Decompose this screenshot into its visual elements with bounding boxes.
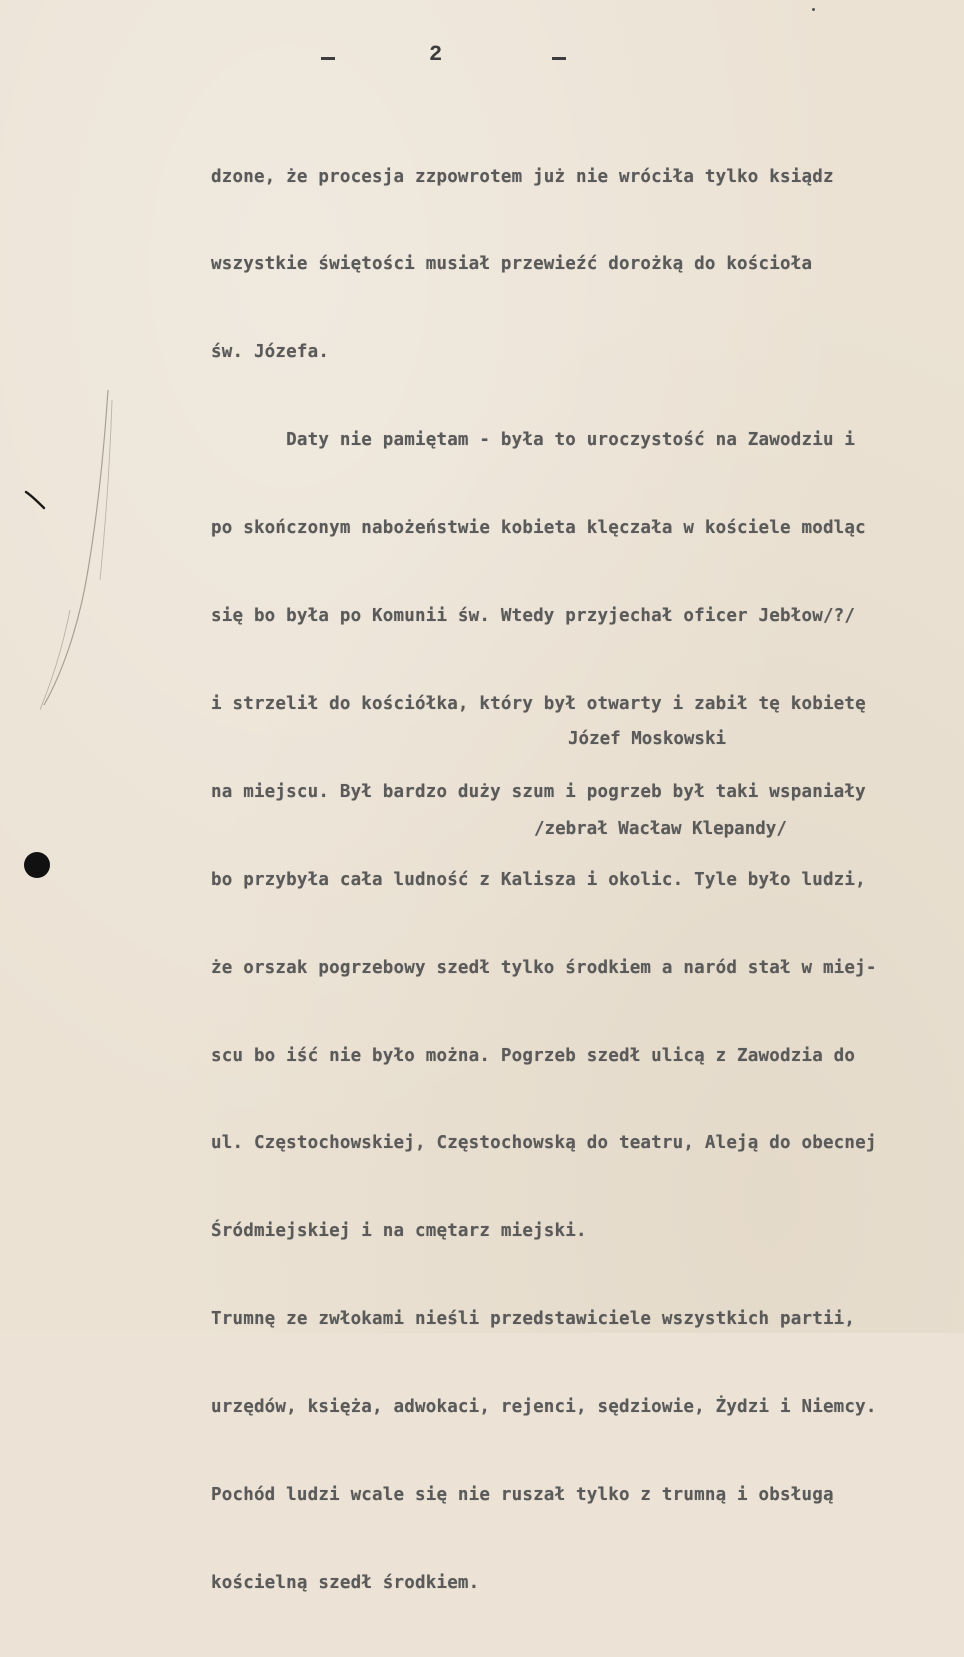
text-line: św. Józefa. [211, 342, 330, 363]
page-number-dash-right [552, 57, 566, 60]
text-line: po skończonym nabożeństwie kobieta klęczała w kościele modląc [211, 518, 866, 539]
text-line: Daty nie pamiętam - była to uroczystość na Zawodziu i [211, 430, 856, 451]
text-line: bo przybyła cała ludność z Kalisza i okolic. Tyle było ludzi, [211, 869, 866, 890]
text-line: i strzelił do kościółka, który był otwarty i zabił tę kobietę [211, 693, 866, 714]
page-number: 2 [429, 42, 443, 67]
text-line: Trumnę ze zwłokami nieśli przedstawiciele wszystkich partii, [211, 1309, 856, 1330]
page-number-dash-left [321, 57, 335, 60]
text-line: na miejscu. Był bardzo duży szum i pogrzeb był taki wspaniały [211, 781, 866, 802]
paper-speck [812, 8, 815, 11]
text-line: wszystkie świętości musiał przewieźć dorożką do kościoła [211, 254, 813, 275]
punch-hole [24, 852, 50, 878]
signature-name: Józef Moskowski [568, 729, 727, 749]
text-line: dzone, że procesja zzpowrotem już nie wróciła tylko ksiądz [211, 166, 834, 187]
pencil-margin-marks [0, 360, 140, 740]
text-line: urzędów, księża, adwokaci, rejenci, sędziowie, Żydzi i Niemcy. [211, 1397, 877, 1418]
text-line: kościelną szedł środkiem. [211, 1572, 480, 1593]
collector-note: /zebrał Wacław Klepandy/ [534, 819, 787, 839]
text-line: Pochód ludzi wcale się nie ruszał tylko z trumną i obsługą [211, 1484, 834, 1505]
signature-block [534, 664, 787, 904]
text-line: Śródmiejskiej i na cmętarz miejski. [211, 1221, 587, 1242]
text-line: scu bo iść nie było można. Pogrzeb szedł ulicą z Zawodzia do [211, 1045, 856, 1066]
text-line: ul. Częstochowskiej, Częstochowską do teatru, Aleją do obecnej [211, 1133, 877, 1154]
text-line: że orszak pogrzebowy szedł tylko środkiem a naród stał w miej- [211, 957, 877, 978]
text-line: się bo była po Komunii św. Wtedy przyjechał oficer Jebłow/?/ [211, 606, 856, 627]
